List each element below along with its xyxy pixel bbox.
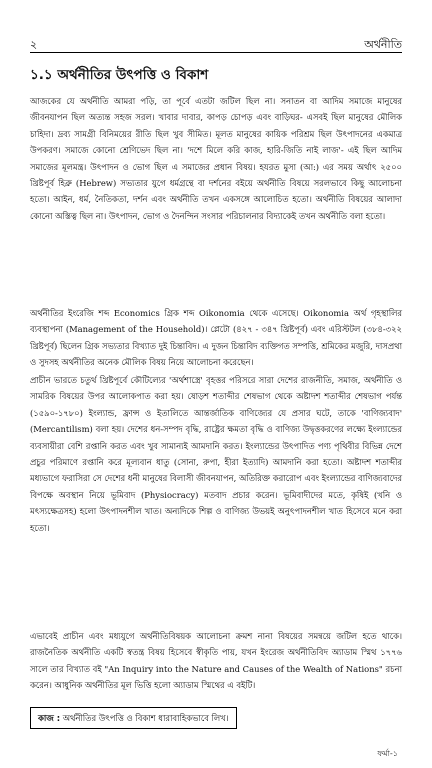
folio-mark: ফর্মা-১	[377, 749, 398, 758]
paragraph-etymology: অর্থনীতির ইংরেজি শব্দ Economics গ্রিক শব্দ Oikonomia থেকে এসেছে। Oikonomia অর্থ গৃহস্থালির ব্যবস্থাপনা (Management of the Household)। প্লেটো (৪২৭ - ৩৪৭ খ্রিষ্টপূর্ব) এবং এরিস্টটল (৩৮৪-৩২২ খ্রিষ্টপূর্ব) ছিলেন গ্রিক সভ্যতার বিখ্যাত দুই চিন্তাবিদ। এ দুজন চিন্তাবিদ ব্যক্তিগত সম্পত্তি, শ্রমিকের মজুরি, দাসপ্রথা ও সুদসহ অর্থনীতির অনেক মৌলিক বিষয় নিয়ে আলোচনা করেছেন।	[30, 308, 402, 368]
paragraph-origin: আজকের যে অর্থনীতি আমরা পড়ি, তা পূর্বে এতটা জটিল ছিল না। সনাতন বা আদিম সমাজে মানুষের জীবনযাপন ছিল অত্যন্ত সহজ সরল। খাবার দাবার, কাপড় চোপড় এবং বাড়িঘর- এসবই ছিল মানুষের মৌলিক চাহিদা। দ্রব্য সামগ্রী বিনিময়ের রীতি ছিল খুব সীমিত। মূলত মানুষের কায়িক পরিশ্রম ছিল উৎপাদনের একমাত্র উপকরণ। সমাজে কোনো শ্রেণিভেদ ছিল না। 'দশে মিলে করি কাজ, হারি-জিতি নাই লাজ'- এই ছিল আদিম সমাজের মূলমন্ত্র। উৎপাদন ও ভোগ ছিল এ সমাজের প্রধান বিষয়। হযরত মুসা (আ:) এর সময় অর্থাৎ ২৫০০ খ্রিষ্টপূর্ব হিব্রু (Hebrew) সভ্যতার যুগে ধর্মগ্রন্থে বা দর্শনের বইয়ে অর্থনীতি বিষয়ে সরলভাবে কিছু আলোচনা হতো। আইন, ধর্ম, নৈতিকতা, দর্শন এবং অর্থনীতি তখন একসঙ্গে আলোচিত হতো। অর্থনীতি বিষয়ের আলাদা কোনো অস্তিত্ব ছিল না। উৎপাদন, ভোগ ও দৈনন্দিন সংসার পরিচালনার বিদ্যাকেই তখন অর্থনীতি বলা হতো।	[30, 96, 402, 221]
paragraph-adam-smith: এভাবেই প্রাচীন এবং মধ্যযুগে অর্থনীতিবিষয়ক আলোচনা ক্রমশ নানা বিষয়ের সমন্বয়ে জটিল হতে থাকে। রাজনৈতিক অর্থনীতি একটি স্বতন্ত্র বিষয় হিসেবে স্বীকৃতি পায়, যখন ইংরেজ অর্থনীতিবিদ অ্যাডাম স্মিথ ১৭৭৬ সালে তার বিখ্যাত বই "An Inquiry into the Nature and Causes of the Wealth of Nations" রচনা করেন। আধুনিক অর্থনীতির মূল ভিত্তি হলো অ্যাডাম স্মিথের এ বইটি।	[30, 631, 402, 691]
running-title: অর্থনীতি	[364, 38, 402, 51]
task-text: অর্থনীতির উৎপত্তি ও বিকাশ ধারাবাহিকভাবে লিখ।	[62, 713, 229, 723]
task-box	[30, 707, 237, 729]
section-title: ১.১ অর্থনীতির উৎপত্তি ও বিকাশ	[30, 67, 209, 83]
task-label: কাজ :	[38, 713, 61, 723]
page-number: ২	[30, 38, 38, 51]
paragraph-mercantilism: প্রাচীন ভারতে চতুর্থ খ্রিষ্টপূর্বে কৌটিল্যের 'অর্থশাস্ত্রে' বৃহত্তর পরিসরে সারা দেশের রাজনীতি, সমাজ, অর্থনীতি ও সামরিক বিষয়ের উপর আলোকপাত করা হয়। ষোড়শ শতাব্দীর শেষভাগ থেকে অষ্টাদশ শতাব্দীর শেষভাগ পর্যন্ত (১৫৯০-১৭৮০) ইংল্যান্ড, ফ্রান্স ও ইতালিতে আন্তর্জাতিক বাণিজ্যের যে প্রসার ঘটে, তাকে 'বাণিজ্যবাদ' (Mercantilism) বলা হয়। দেশের ধন-সম্পদ বৃদ্ধি, রাষ্ট্রের ক্ষমতা বৃদ্ধি ও বাণিজ্য উদ্বৃত্তকরণের লক্ষ্যে ইংল্যান্ডের ব্যবসায়ীরা বেশি রপ্তানি করত এবং খুব সামান্যই আমদানি করত। ইংল্যান্ডের উৎপাদিত পণ্য পৃথিবীর বিভিন্ন দেশে প্রচুর পরিমাণে রপ্তানি করে মূল্যবান ধাতু (সোনা, রুপা, হীরা ইত্যাদি) আমদানি করা হতো। অষ্টাদশ শতাব্দীর মধ্যভাগে ফরাসিরা সে দেশের ধনী মানুষের বিলাসী জীবনযাপন, অতিরিক্ত করারোপ এবং ইংল্যান্ডের বাণিজ্যবাদের বিপক্ষে অবস্থান নিয়ে ভূমিবাদ (Physiocracy) মতবাদ প্রচার করেন। ভূমিবাদীদের মতে, কৃষিই (খনি ও মৎস্যক্ষেত্রসহ) হলো উৎপাদনশীল খাত। অন্যদিকে শিল্প ও বাণিজ্য উভয়ই অনুৎপাদনশীল খাত হিসেবে মনে করা হতো।	[30, 375, 402, 533]
header-rule	[30, 52, 402, 53]
